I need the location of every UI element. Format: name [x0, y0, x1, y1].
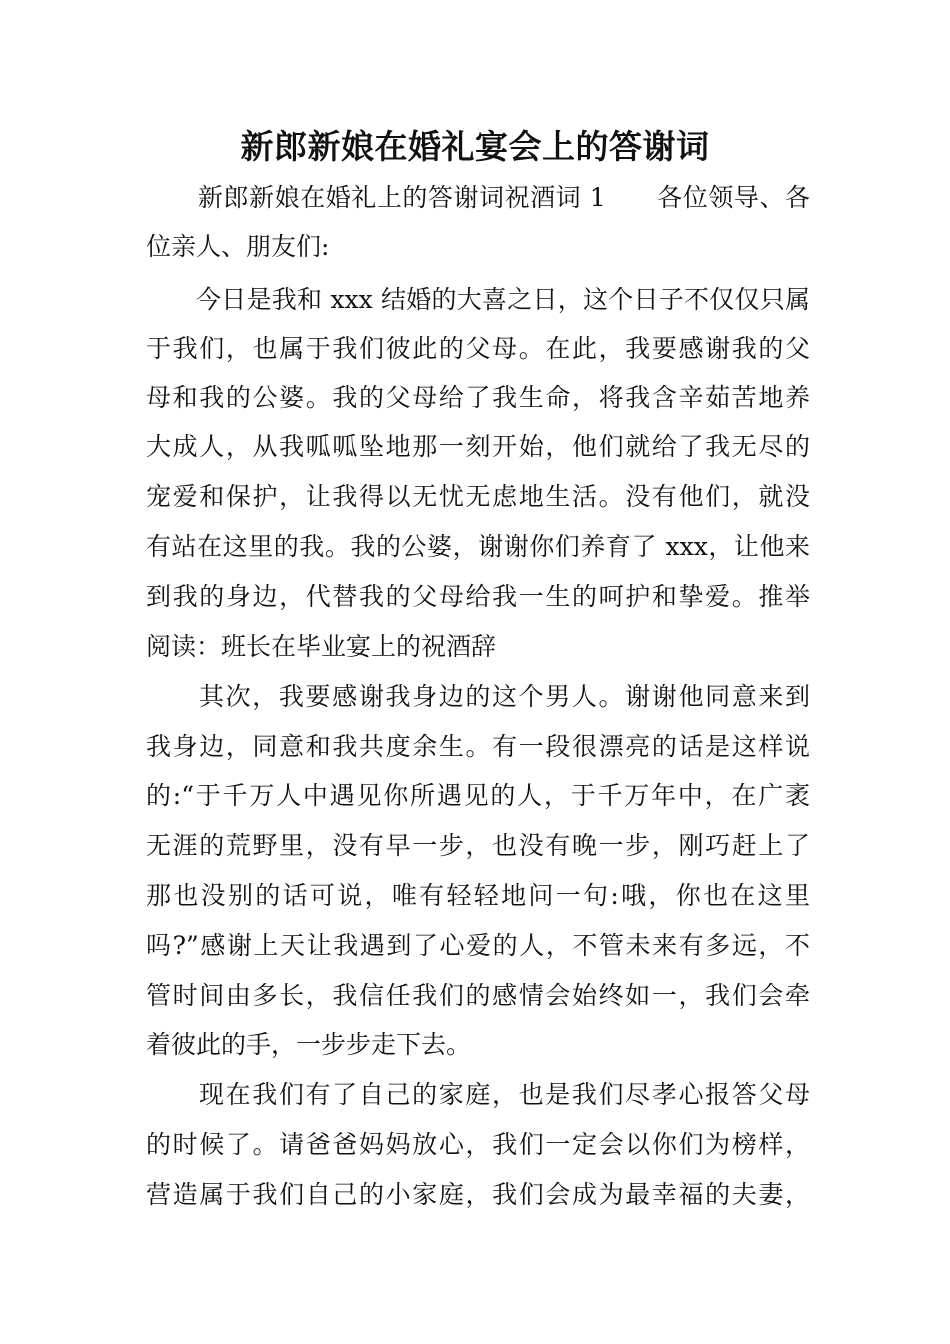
paragraph-line: 于我们，也属于我们彼此的父母。在此，我要感谢我的父 — [146, 334, 810, 363]
paragraph-line: 宠爱和保护，让我得以无忧无虑地生活。没有他们，就没 — [146, 482, 810, 511]
paragraph-line: 那也没别的话可说，唯有轻轻地问一句:哦，你也在这里 — [146, 881, 810, 910]
paragraph-line: 今日是我和 xxx 结婚的大喜之日，这个日子不仅仅只属 — [196, 285, 810, 314]
paragraph-line: 着彼此的手，一步步走下去。 — [146, 1030, 472, 1059]
paragraph-line: 现在我们有了自己的家庭，也是我们尽孝心报答父母 — [199, 1080, 810, 1109]
paragraph-line: 我身边，同意和我共度余生。有一段很漂亮的话是这样说 — [146, 732, 810, 761]
paragraph-line: 管时间由多长，我信任我们的感情会始终如一，我们会牵 — [146, 981, 810, 1010]
paragraph-line: 大成人，从我呱呱坠地那一刻开始，他们就给了我无尽的 — [146, 432, 810, 461]
paragraph-line: 吗?”感谢上天让我遇到了心爱的人，不管未来有多远，不 — [146, 931, 810, 960]
paragraph-line: 有站在这里的我。我的公婆，谢谢你们养育了 xxx，让他来 — [146, 532, 810, 561]
paragraph-line: 新郎新娘在婚礼上的答谢词祝酒词 1 各位领导、各 — [198, 183, 810, 212]
paragraph-line: 母和我的公婆。我的父母给了我生命，将我含辛茹苦地养 — [146, 383, 810, 412]
paragraph-line: 到我的身边，代替我的父母给我一生的呵护和挚爱。推举 — [146, 582, 810, 611]
paragraph-line: 的:“于千万人中遇见你所遇见的人，于千万年中，在广袤 — [146, 781, 810, 810]
paragraph-line: 无涯的荒野里，没有早一步，也没有晚一步，刚巧赶上了 — [146, 831, 810, 860]
paragraph-line: 阅读：班长在毕业宴上的祝酒辞 — [146, 632, 497, 661]
paragraph-line: 的时候了。请爸爸妈妈放心，我们一定会以你们为榜样， — [146, 1130, 810, 1159]
document-title: 新郎新娘在婚礼宴会上的答谢词 — [240, 127, 710, 166]
paragraph-line: 其次，我要感谢我身边的这个男人。谢谢他同意来到 — [199, 682, 810, 711]
paragraph-line: 位亲人、朋友们: — [146, 232, 330, 261]
paragraph-line: 营造属于我们自己的小家庭，我们会成为最幸福的夫妻， — [146, 1180, 810, 1209]
